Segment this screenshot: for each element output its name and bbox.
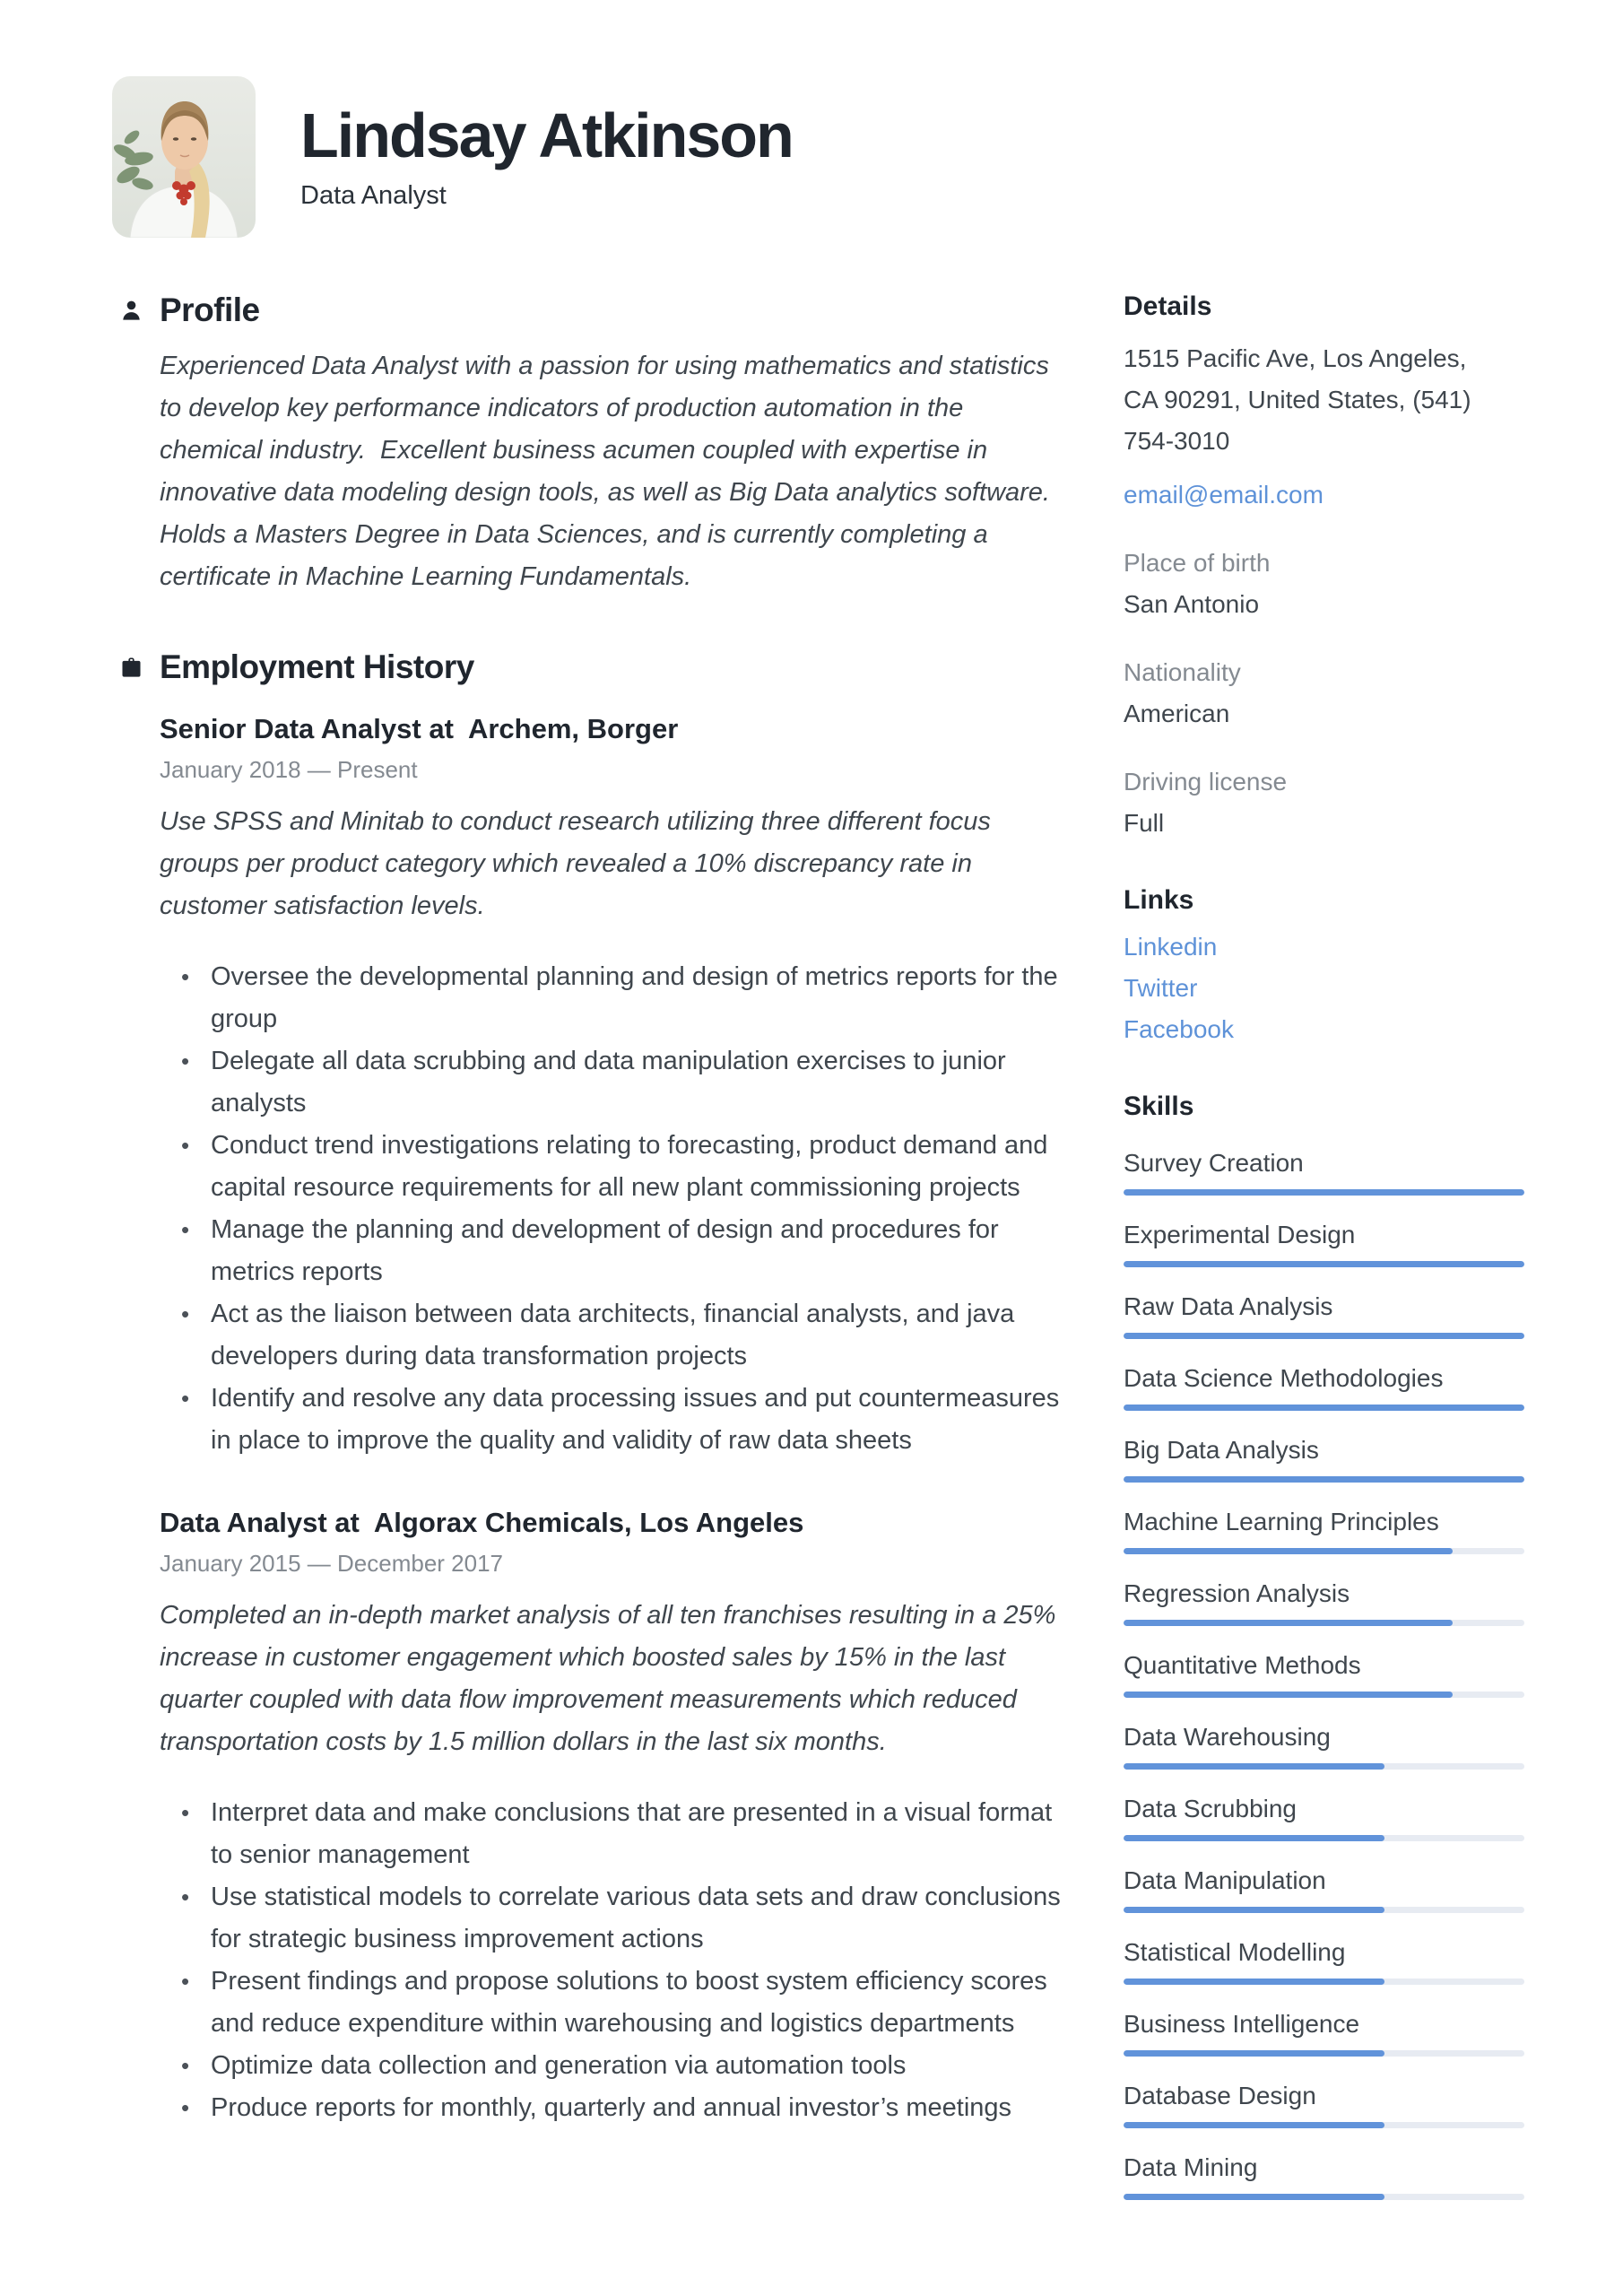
skill-bar-track [1124, 1405, 1524, 1411]
job-title: Data Analyst at Algorax Chemicals, Los Angeles [160, 1507, 804, 1538]
field-label: Driving license [1124, 768, 1288, 796]
field-label: Nationality [1124, 658, 1241, 686]
employment-section [112, 647, 1067, 2129]
skill-bar-fill [1124, 1835, 1384, 1841]
job-dates: January 2015 — December 2017 [160, 1550, 504, 1577]
candidate-title: Data Analyst [300, 180, 447, 210]
skill-row [1124, 1362, 1524, 1411]
profile-text: Experienced Data Analyst with a passion for using mathematics and statistics to develop key performance indicators of production automation in the chemical industry. Excellent business acumen coupled with expertise in innovative data modeling design tools, as well as Big Data analytics software. Holds a Masters Degree in Data Sciences, and is currently completing a certificate in Machine Learning Fundamentals. [160, 352, 1065, 591]
briefcase-icon [119, 656, 143, 680]
address [1124, 338, 1524, 462]
profile-section [112, 290, 1067, 598]
links-list [1124, 926, 1524, 1050]
skill-name: Raw Data Analysis [1124, 1292, 1333, 1320]
field-label: Place of birth [1124, 549, 1271, 577]
job-entry [160, 1505, 1067, 2129]
skills-heading: Skills [1124, 1091, 1194, 1121]
links-heading: Links [1124, 885, 1194, 915]
jobs-list [160, 711, 1067, 2129]
address-line: 754-3010 [1124, 427, 1230, 455]
skill-bar-track [1124, 1261, 1524, 1267]
profile-heading: Profile [160, 291, 260, 328]
job-summary: Use SPSS and Minitab to conduct research utilizing three different focus groups per product category which revealed a 10% discrepancy rate in customer satisfaction levels. [160, 807, 998, 920]
details-heading: Details [1124, 291, 1212, 321]
skill-bar-track [1124, 2122, 1524, 2128]
skill-name: Machine Learning Principles [1124, 1508, 1439, 1535]
skill-bar-track [1124, 1333, 1524, 1339]
address-line: CA 90291, United States, (541) [1124, 386, 1471, 413]
email-link[interactable]: email@email.com [1124, 481, 1324, 509]
job-title: Senior Data Analyst at Archem, Borger [160, 713, 679, 744]
skill-row [1124, 1865, 1524, 1913]
profile-photo [112, 76, 256, 238]
skill-name: Data Manipulation [1124, 1866, 1326, 1894]
skill-bar-fill [1124, 1189, 1524, 1196]
skill-bar-fill [1124, 1476, 1524, 1483]
profile-section-head [119, 290, 1067, 331]
bullet-item: • Interpret data and make conclusions that are presented in a visual format to senior management [160, 1792, 1067, 1876]
bullet-item: • Identify and resolve any data processing issues and put countermeasures in place to improve the quality and validity of raw data sheets [160, 1378, 1067, 1462]
skill-bar-fill [1124, 1333, 1524, 1339]
skill-name: Data Science Methodologies [1124, 1364, 1444, 1392]
skills-list [1124, 1147, 1524, 2200]
skill-bar-fill [1124, 1548, 1453, 1554]
sidebar [1124, 290, 1524, 2200]
person-icon [119, 299, 143, 323]
skill-bar-fill [1124, 1405, 1524, 1411]
header [112, 76, 1524, 238]
bullet-item: • Manage the planning and development of design and procedures for metrics reports [160, 1209, 1067, 1293]
skill-name: Data Warehousing [1124, 1723, 1331, 1751]
skill-bar-track [1124, 1189, 1524, 1196]
skill-bar-track [1124, 1835, 1524, 1841]
skill-row [1124, 1578, 1524, 1626]
skill-row [1124, 1147, 1524, 1196]
skill-row [1124, 2008, 1524, 2057]
skill-bar-track [1124, 1620, 1524, 1626]
skill-row [1124, 1219, 1524, 1267]
skill-name: Statistical Modelling [1124, 1938, 1346, 1966]
employment-section-head [119, 647, 1067, 688]
detail-field [1124, 761, 1524, 844]
candidate-name: Lindsay Atkinson [300, 100, 793, 171]
job-bullets [160, 1792, 1067, 2129]
field-value: American [1124, 700, 1230, 727]
field-value: San Antonio [1124, 590, 1260, 618]
field-value: Full [1124, 809, 1165, 837]
bullet-item: • Produce reports for monthly, quarterly and annual investor’s meetings [160, 2087, 1067, 2129]
bullet-item: • Use statistical models to correlate various data sets and draw conclusions for strategic business improvement actions [160, 1876, 1067, 1961]
detail-fields [1124, 543, 1524, 844]
skill-bar-track [1124, 1907, 1524, 1913]
skill-name: Experimental Design [1124, 1221, 1356, 1248]
link-twitter[interactable]: Twitter [1124, 974, 1198, 1002]
skill-bar-track [1124, 1692, 1524, 1698]
profile-body [160, 345, 1067, 598]
skill-bar-track [1124, 1476, 1524, 1483]
skill-bar-fill [1124, 1692, 1453, 1698]
header-text [300, 100, 793, 211]
skill-bar-fill [1124, 2194, 1384, 2200]
employment-heading: Employment History [160, 648, 474, 685]
skill-row [1124, 1506, 1524, 1554]
skills-section [1124, 1090, 1524, 2200]
skill-bar-fill [1124, 1763, 1384, 1770]
bullet-item: • Oversee the developmental planning and design of metrics reports for the group [160, 956, 1067, 1040]
skill-bar-fill [1124, 2122, 1384, 2128]
skill-bar-fill [1124, 2050, 1384, 2057]
job-summary: Completed an in-depth market analysis of all ten franchises resulting in a 25% increase in customer engagement which boosted sales by 15% in the last quarter coupled with data flow improvement measurements which reduced transportation costs by 1.5 million dollars in the last six months. [160, 1601, 1063, 1756]
details-section [1124, 290, 1524, 844]
skill-bar-track [1124, 1979, 1524, 1985]
address-line: 1515 Pacific Ave, Los Angeles, [1124, 344, 1467, 372]
skill-row [1124, 1291, 1524, 1339]
bullet-item: • Present findings and propose solutions to boost system efficiency scores and reduce expenditure within warehousing and logistics departments [160, 1961, 1067, 2045]
skill-bar-track [1124, 2050, 1524, 2057]
detail-field [1124, 652, 1524, 735]
skill-row [1124, 1936, 1524, 1985]
content-columns [112, 290, 1524, 2200]
skill-row [1124, 1649, 1524, 1698]
bullet-item: • Conduct trend investigations relating to forecasting, product demand and capital resource requirements for all new plant commissioning projects [160, 1125, 1067, 1209]
skill-row [1124, 2080, 1524, 2128]
skill-bar-fill [1124, 1907, 1384, 1913]
job-entry [160, 711, 1067, 1462]
link-facebook[interactable]: Facebook [1124, 1015, 1234, 1043]
skill-name: Regression Analysis [1124, 1579, 1350, 1607]
job-bullets [160, 956, 1067, 1462]
bullet-item: • Delegate all data scrubbing and data manipulation exercises to junior analysts [160, 1040, 1067, 1125]
main-column [112, 290, 1067, 2129]
skill-name: Quantitative Methods [1124, 1651, 1361, 1679]
skill-name: Data Mining [1124, 2153, 1258, 2181]
skill-row [1124, 1721, 1524, 1770]
link-linkedin[interactable]: Linkedin [1124, 933, 1218, 961]
skill-row [1124, 1793, 1524, 1841]
links-section [1124, 883, 1524, 1050]
detail-field [1124, 543, 1524, 625]
skill-bar-fill [1124, 1261, 1524, 1267]
profile-photo-illustration [112, 76, 256, 238]
job-dates: January 2018 — Present [160, 756, 418, 783]
bullet-item: • Optimize data collection and generation via automation tools [160, 2045, 1067, 2087]
skill-bar-track [1124, 1763, 1524, 1770]
skill-bar-track [1124, 2194, 1524, 2200]
skill-row [1124, 2152, 1524, 2200]
skill-name: Big Data Analysis [1124, 1436, 1319, 1464]
skill-bar-fill [1124, 1620, 1453, 1626]
skill-name: Business Intelligence [1124, 2010, 1360, 2038]
skill-name: Survey Creation [1124, 1149, 1304, 1177]
skill-bar-track [1124, 1548, 1524, 1554]
skill-name: Database Design [1124, 2082, 1316, 2109]
bullet-item: • Act as the liaison between data architects, financial analysts, and java developers during data transformation projects [160, 1293, 1067, 1378]
skill-bar-fill [1124, 1979, 1384, 1985]
skill-row [1124, 1434, 1524, 1483]
skill-name: Data Scrubbing [1124, 1795, 1298, 1822]
